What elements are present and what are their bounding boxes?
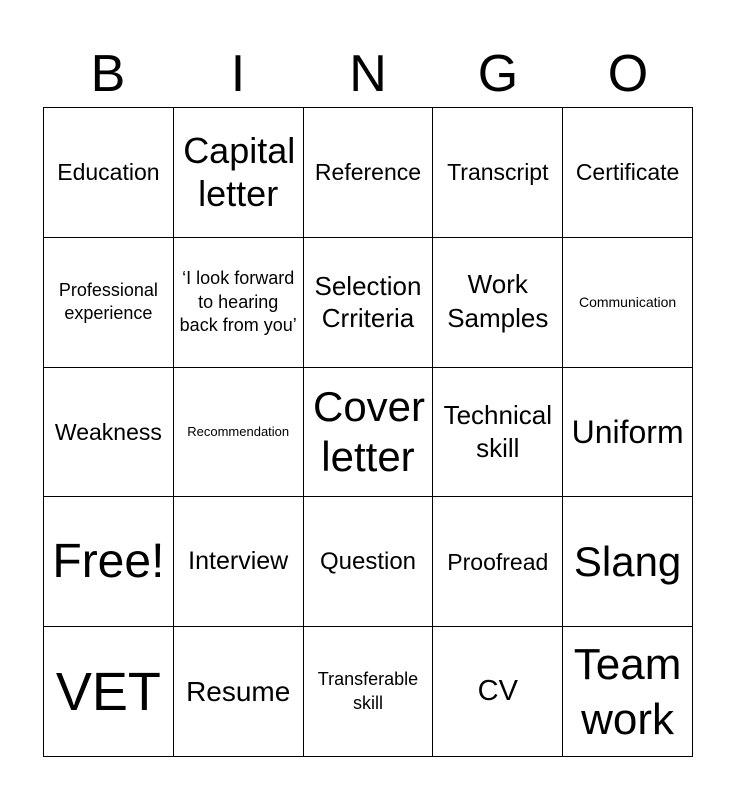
bingo-cell[interactable] [44, 627, 174, 757]
bingo-cell[interactable] [433, 497, 563, 627]
bingo-cell[interactable] [304, 108, 434, 238]
cell-label: VET [55, 661, 161, 722]
header-letter-o: O [607, 45, 649, 103]
cell-label: Reference [314, 159, 422, 186]
bingo-cell[interactable] [174, 238, 304, 368]
cell-label: ‘I look forward to hearing back from you’ [179, 268, 297, 335]
cell-label: Communication [578, 294, 677, 311]
bingo-cell[interactable] [563, 108, 693, 238]
cell-label: Team work [573, 639, 682, 744]
bingo-cell[interactable] [433, 627, 563, 757]
bingo-cell[interactable] [304, 238, 434, 368]
bingo-cell[interactable] [563, 238, 693, 368]
header-letter-n: N [349, 45, 387, 103]
header-letter-i: I [230, 45, 246, 103]
cell-label: Proofread [447, 548, 549, 575]
cell-label: Weakness [54, 418, 162, 445]
cell-label: Resume [186, 675, 291, 707]
bingo-cell[interactable] [304, 368, 434, 498]
cell-label: Interview [188, 547, 289, 576]
bingo-card [43, 107, 693, 757]
cell-label: Uniform [571, 413, 684, 450]
bingo-cell[interactable] [44, 368, 174, 498]
cell-label: Cover letter [312, 382, 426, 480]
header-letter-g: G [477, 45, 519, 103]
cell-label: Certificate [575, 159, 680, 186]
bingo-cell[interactable] [174, 497, 304, 627]
cell-label: Question [319, 547, 417, 575]
cell-label: Recommendation [187, 423, 290, 439]
cell-label: Slang [573, 537, 682, 585]
cell-label: Work Samples [447, 269, 549, 334]
bingo-cell[interactable] [563, 627, 693, 757]
cell-label: Transferable skill [317, 669, 419, 713]
cell-label: CV [477, 674, 518, 707]
bingo-cell[interactable] [433, 238, 563, 368]
cell-label: Transcript [447, 159, 549, 186]
cell-label: Capital letter [183, 130, 296, 215]
bingo-cell[interactable] [563, 497, 693, 627]
cell-label: Selection Crriteria [314, 270, 422, 334]
bingo-cell[interactable] [174, 627, 304, 757]
bingo-cell[interactable] [433, 108, 563, 238]
bingo-cell[interactable] [304, 627, 434, 757]
bingo-cell[interactable] [44, 238, 174, 368]
bingo-cell[interactable] [304, 497, 434, 627]
bingo-cell[interactable] [174, 108, 304, 238]
cell-label: Education [57, 159, 160, 186]
bingo-cell[interactable] [174, 368, 304, 498]
header-letter-b: B [90, 45, 126, 103]
free-space-cell[interactable] [44, 497, 174, 627]
bingo-header [43, 40, 693, 108]
bingo-cell[interactable] [433, 368, 563, 498]
cell-label: Free! [52, 535, 165, 589]
bingo-cell[interactable] [44, 108, 174, 238]
cell-label: Professional experience [58, 279, 158, 324]
cell-label: Technical skill [443, 400, 552, 463]
bingo-cell[interactable] [563, 368, 693, 498]
